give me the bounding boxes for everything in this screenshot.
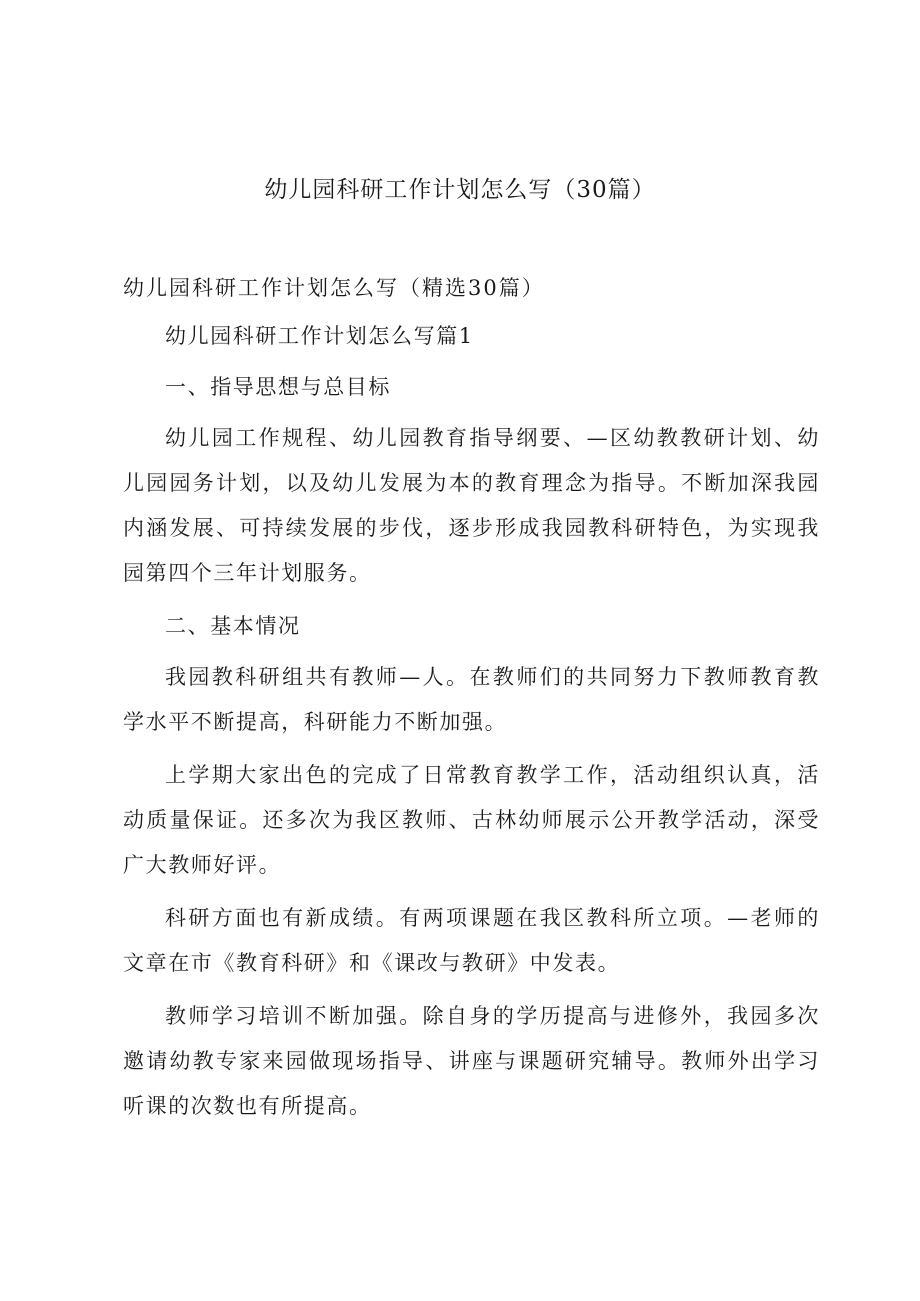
document-title: 幼儿园科研工作计划怎么写（30篇） (264, 177, 656, 203)
paragraph-last-semester: 上学期大家出色的完成了日常教育教学工作，活动组织认真，活动质量保证。还多次为我区教师、古林幼师展示公开教学活动，深受广大教师好评。 (123, 763, 820, 877)
paragraph-teacher-training: 教师学习培训不断加强。除自身的学历提高与进修外，我园多次邀请幼教专家来园做现场指导、讲座与课题研究辅导。教师外出学习听课的次数也有所提高。 (123, 1004, 820, 1118)
section-heading-guiding-ideology: 一、指导思想与总目标 (165, 375, 391, 399)
chapter-heading: 幼儿园科研工作计划怎么写篇1 (165, 324, 474, 348)
paragraph-teachers: 我园教科研组共有教师—人。在教师们的共同努力下教师教育教学水平不断提高，科研能力不断加强。 (123, 665, 820, 734)
document-body (123, 314, 820, 1137)
paragraph-research-achievements: 科研方面也有新成绩。有两项课题在我区教科所立项。—老师的文章在市《教育科研》和《课改与教研》中发表。 (123, 906, 820, 975)
section-heading-basic-situation: 二、基本情况 (165, 614, 301, 638)
document-subtitle: 幼儿园科研工作计划怎么写（精选30篇） (123, 276, 545, 300)
paragraph-guiding-ideology: 幼儿园工作规程、幼儿园教育指导纲要、—区幼教教研计划、幼儿园园务计划，以及幼儿发展为本的教育理念为指导。不断加深我园内涵发展、可持续发展的步伐，逐步形成我园教科研特色，为实现我园第四个三年计划服务。 (123, 426, 820, 585)
